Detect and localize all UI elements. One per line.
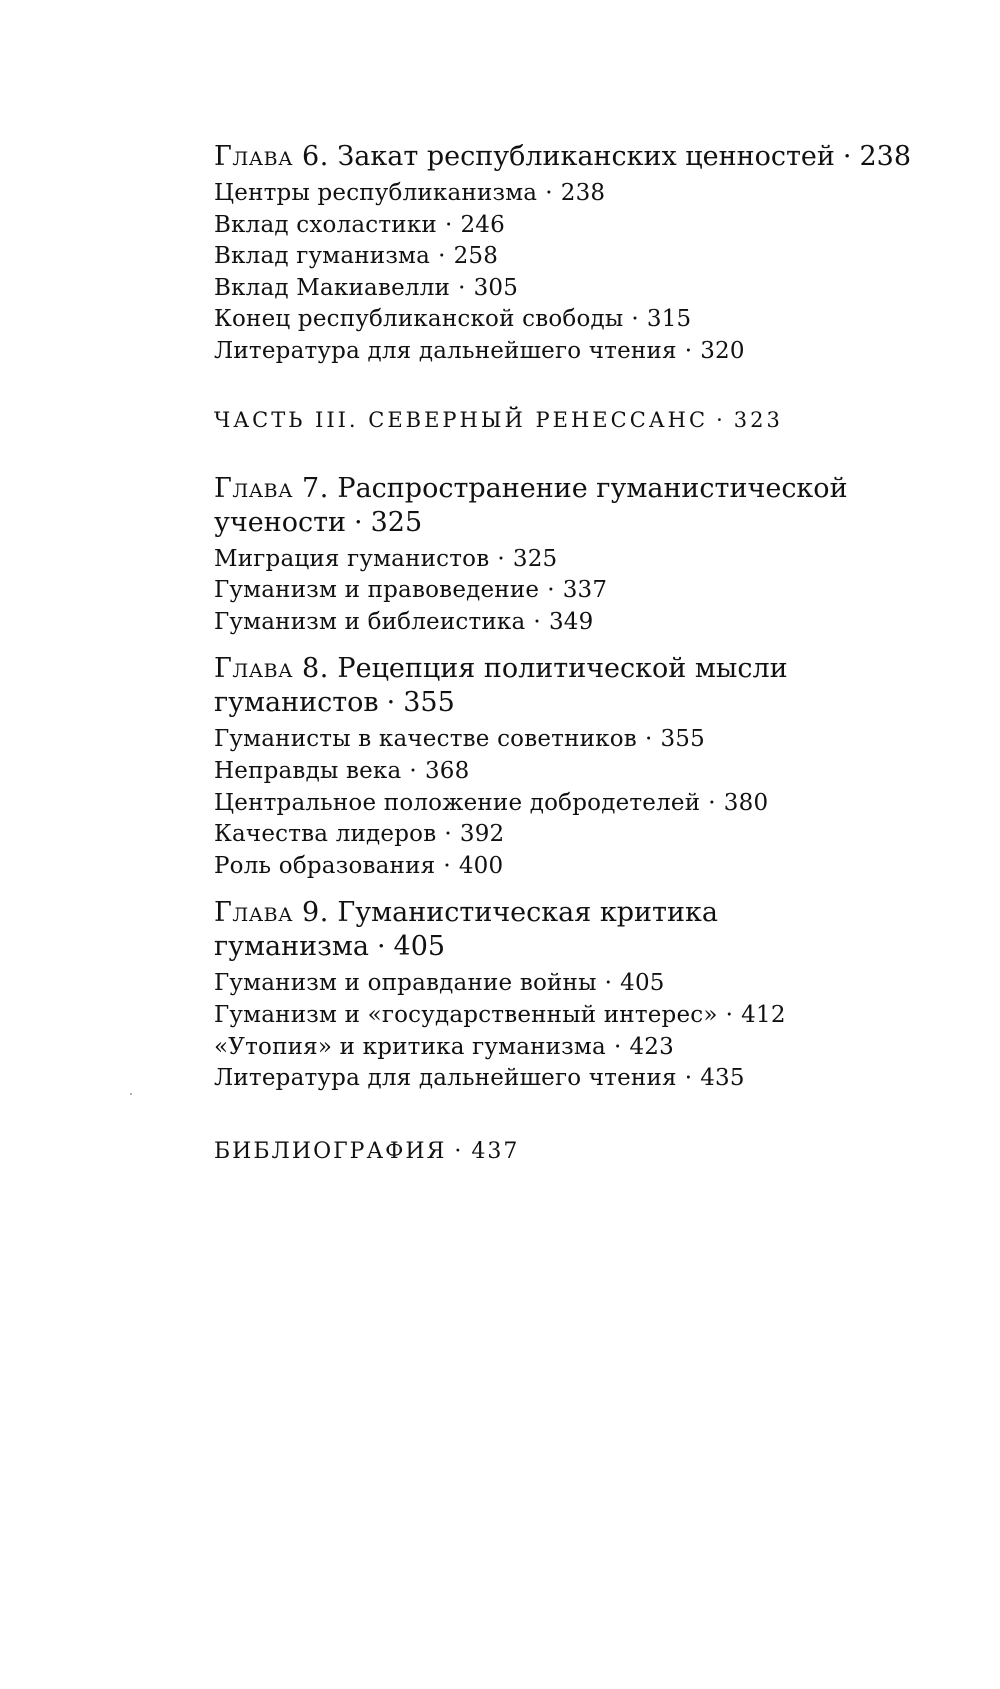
section-title: Миграция гуманистов [214,545,490,572]
section-title: Качества лидеров [214,821,437,848]
page-number: 349 [548,608,594,635]
page-number: 246 [460,211,505,238]
list-item [214,178,914,210]
page-number: 423 [629,1033,674,1060]
separator-dot: · [547,577,555,604]
page-number: 405 [620,970,665,997]
section-list [214,968,914,1094]
chapter-title-continued: гуманизма [214,931,369,963]
chapter-title-continued: учености [214,506,347,538]
section-title: Литература для дальнейшего чтения [214,1065,677,1092]
separator-dot: · [443,852,451,879]
separator-dot: · [613,1033,622,1060]
separator-dot: · [458,274,466,301]
chapter-label: Глава 7. [214,472,329,504]
separator-dot: · [354,506,363,538]
list-item [214,1000,914,1032]
page-number: 400 [458,852,504,879]
chapter-label: Глава 9. [214,897,329,929]
list-item [214,241,914,273]
separator-dot: · [409,757,417,784]
section-title: Вклад гуманизма [214,243,431,270]
chapter-heading [214,472,914,540]
chapter-7 [214,472,914,639]
separator-dot: · [708,789,716,816]
list-item [214,336,914,368]
section-title: Неправды века [214,757,402,784]
bibliography-label: БИБЛИОГРАФИЯ [214,1138,447,1164]
page-number: 405 [393,931,446,963]
list-item [214,544,914,576]
separator-dot: · [684,1065,693,1092]
page-number: 315 [646,306,692,333]
chapter-6 [214,140,914,368]
page-number: 305 [473,274,519,301]
list-item [214,851,914,883]
page-number: 392 [459,821,505,848]
list-item [214,968,914,1000]
list-item [214,1063,914,1095]
section-list [214,544,914,639]
list-item [214,273,914,305]
page-number: 320 [700,337,745,364]
page-number: 325 [370,506,423,538]
list-item [214,819,914,851]
section-list [214,724,914,882]
chapter-title-continued: гуманистов [214,687,379,719]
chapter-title: Гуманистическая критика [337,897,718,929]
separator-dot: · [631,306,639,333]
chapter-9 [214,896,914,1094]
section-title: Гуманизм и библеистика [214,608,526,635]
ink-speck [130,1093,132,1095]
page-number: 258 [453,243,499,270]
list-item [214,756,914,788]
chapter-title: Закат республиканских ценностей [337,141,835,172]
separator-dot: · [497,545,505,572]
chapter-label: Глава 6. [214,141,329,172]
chapter-label: Глава 8. [214,653,329,685]
separator-dot: · [533,608,541,635]
section-title: Центральное положение добродетелей [214,789,701,816]
separator-dot: · [684,337,693,364]
page-number: 238 [859,141,912,172]
chapter-8 [214,652,914,882]
chapter-heading [214,896,914,964]
page-number: 435 [700,1065,745,1092]
page-number: 325 [512,545,558,572]
separator-dot: · [386,687,396,719]
chapter-heading [214,652,914,720]
section-title: Вклад схоластики [214,211,437,238]
section-title: Конец республиканской свободы [214,306,624,333]
chapter-title: Распространение гуманистической [337,472,848,504]
list-item [214,304,914,336]
page-number: 238 [560,180,606,206]
page-number: 355 [660,726,705,753]
separator-dot: · [644,726,653,753]
section-list [214,178,914,368]
page-number: 412 [741,1001,786,1028]
page-number: 323 [733,407,783,432]
part-heading [214,408,914,432]
list-item [214,724,914,756]
separator-dot: · [376,931,386,963]
section-title: Вклад Макиавелли [214,274,451,301]
page-number: 337 [562,577,608,604]
page-number: 437 [471,1138,520,1164]
separator-dot: · [444,821,452,848]
separator-dot: · [444,211,453,238]
page-number: 368 [424,757,470,784]
chapter-heading [214,140,914,174]
separator-dot: · [604,970,613,997]
separator-dot: · [725,1001,734,1028]
section-title: Центры республиканизма [214,180,538,206]
list-item [214,1032,914,1064]
page-number: 355 [403,687,455,719]
bibliography-heading [214,1139,914,1164]
section-title: Литература для дальнейшего чтения [214,337,677,364]
section-title: Роль образования [214,852,436,879]
list-item [214,607,914,639]
page-number: 380 [723,789,769,816]
separator-dot: · [545,180,553,206]
chapter-title: Рецепция политической мысли [337,653,788,685]
list-item [214,788,914,820]
section-title: Гуманисты в качестве советников [214,726,637,753]
section-title: «Утопия» и критика гуманизма [214,1033,606,1060]
table-of-contents [214,140,914,1164]
list-item [214,210,914,242]
section-title: Гуманизм и правоведение [214,577,540,604]
list-item [214,575,914,607]
separator-dot: · [842,141,852,172]
separator-dot: · [438,243,446,270]
separator-dot: · [454,1138,464,1164]
section-title: Гуманизм и «государственный интерес» [214,1001,718,1028]
part-label: ЧАСТЬ III. СЕВЕРНЫЙ РЕНЕССАНС [214,407,709,432]
section-title: Гуманизм и оправдание войны [214,970,597,997]
separator-dot: · [716,407,726,432]
